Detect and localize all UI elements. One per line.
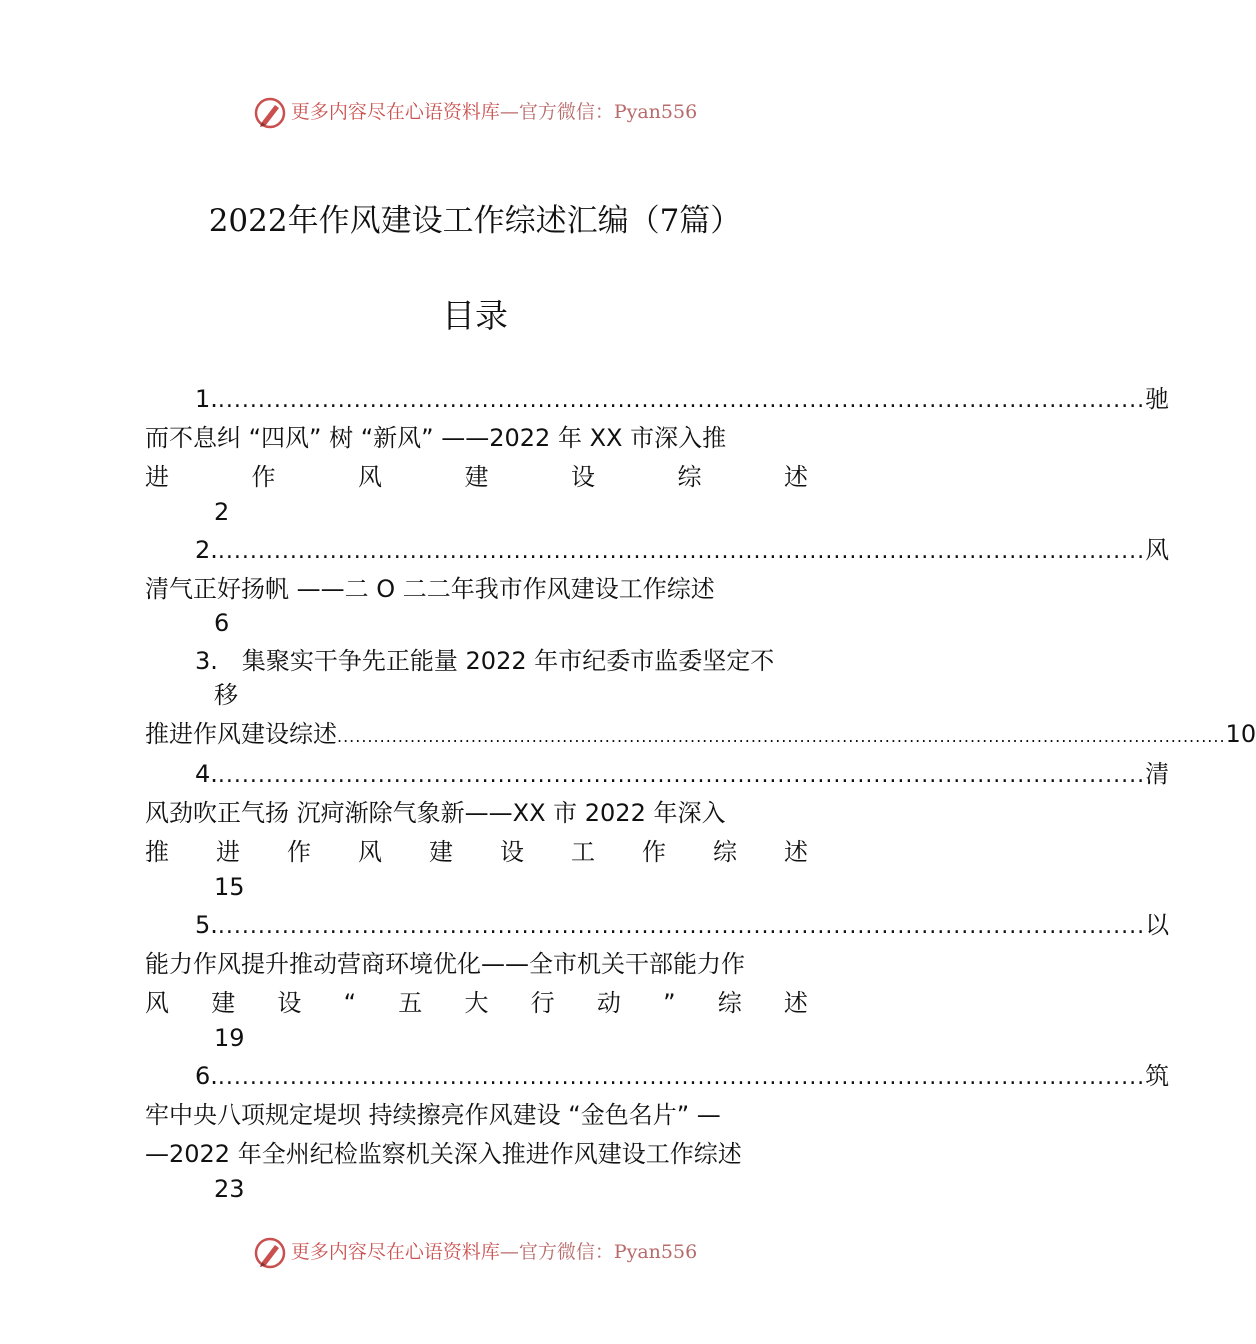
toc-page-number: 23 [214, 1175, 245, 1203]
toc-char: ” [663, 989, 676, 1017]
toc-entry-text: 驰 [1145, 385, 1170, 413]
toc-char: 五 [398, 989, 423, 1017]
banner-wechat: —官方微信：Pyan556 [499, 101, 698, 123]
document-title: 2022年作风建设工作综述汇编（7篇） [208, 203, 742, 239]
toc-char: 工 [571, 838, 595, 866]
banner-text: 更多内容尽在心语资料库 [290, 1241, 500, 1263]
toc-char: 风 [358, 838, 382, 866]
toc-entry-text: 3. 集聚实干争先正能量 2022 年市纪委市监委坚定不 [195, 647, 775, 675]
toc-entry-text: 能力作风提升推动营商环境优化——全市机关干部能力作 [145, 950, 745, 978]
toc-char: 行 [530, 989, 555, 1017]
toc-entry-spread-line [145, 837, 808, 867]
footer-banner [0, 1236, 950, 1270]
toc-char: 建 [211, 989, 236, 1017]
dot-leader: .................................................................................................................... [217, 388, 1146, 413]
toc-entry-spread-line [145, 988, 808, 1018]
toc-char: 大 [464, 989, 489, 1017]
toc-entry-text: 清 [1145, 760, 1170, 788]
pen-logo-icon [253, 96, 287, 130]
toc-heading: 目录 [442, 296, 508, 335]
toc-entry-text: —2022 年全州纪检监察机关深入推进作风建设工作综述 [145, 1140, 742, 1168]
toc-char: 述 [783, 989, 808, 1017]
toc-page-number: 19 [214, 1024, 245, 1052]
toc-char: 设 [500, 838, 524, 866]
toc-entry-3-leader [145, 719, 1256, 752]
toc-page-number: 6 [214, 609, 230, 637]
toc-char: 作 [251, 463, 276, 491]
dot-leader: .................................................................................................................................................. [337, 727, 1226, 746]
toc-entry-number: 2. [195, 536, 218, 564]
toc-page-number: 2 [214, 498, 230, 526]
toc-entry-number: 5. [195, 911, 218, 939]
toc-entry-text: 风劲吹正气扬 沉疴渐除气象新——XX 市 2022 年深入 [145, 799, 726, 827]
toc-char: 动 [596, 989, 621, 1017]
toc-char: 风 [358, 463, 382, 491]
toc-char: 综 [677, 463, 702, 491]
toc-char: 述 [784, 838, 808, 866]
toc-entry-text: 以 [1145, 911, 1170, 939]
toc-entry-2-leader [195, 535, 1170, 567]
dot-leader: .................................................................................................................... [217, 539, 1146, 564]
toc-entry-5-leader [195, 910, 1170, 942]
toc-char: 综 [717, 989, 742, 1017]
banner-text: 更多内容尽在心语资料库 [290, 101, 500, 123]
dot-leader: .................................................................................................................... [217, 763, 1146, 788]
toc-entry-1-leader [195, 384, 1170, 416]
dot-leader: .................................................................................................................... [217, 1065, 1146, 1090]
toc-char: 进 [216, 838, 240, 866]
header-banner [0, 96, 950, 130]
toc-entry-number: 4. [195, 760, 218, 788]
toc-entry-text: 推进作风建设综述 [145, 720, 337, 748]
toc-char: 设 [571, 463, 595, 491]
toc-entry-text: 牢中央八项规定堤坝 持续擦亮作风建设 “金色名片” — [145, 1101, 721, 1129]
toc-entry-text: 清气正好扬帆 ——二 O 二二年我市作风建设工作综述 [145, 575, 715, 603]
banner-wechat: —官方微信：Pyan556 [499, 1241, 698, 1263]
toc-entry-text: 风 [1145, 536, 1170, 564]
toc-entry-spread-line [145, 462, 808, 492]
toc-entry-text: 而不息纠 “四风” 树 “新风” ——2022 年 XX 市深入推 [145, 424, 727, 452]
toc-entry-number: 1. [195, 385, 218, 413]
toc-char: 建 [429, 838, 453, 866]
toc-char: 作 [287, 838, 311, 866]
toc-char: 作 [642, 838, 666, 866]
toc-char: 风 [145, 989, 169, 1017]
toc-entry-text: 移 [214, 681, 238, 709]
toc-entry-6-leader [195, 1061, 1170, 1093]
toc-char: “ [343, 989, 357, 1017]
dot-leader: .................................................................................................................... [217, 914, 1146, 939]
toc-entry-number: 6. [195, 1062, 218, 1090]
toc-char: 设 [277, 989, 302, 1017]
toc-char: 推 [145, 838, 169, 866]
toc-char: 进 [145, 463, 169, 491]
toc-char: 综 [713, 838, 737, 866]
toc-char: 建 [464, 463, 489, 491]
pen-logo-icon [253, 1236, 287, 1270]
toc-page-number: 15 [214, 873, 245, 901]
toc-entry-text: 筑 [1145, 1062, 1170, 1090]
toc-entry-4-leader [195, 759, 1170, 791]
toc-char: 述 [784, 463, 808, 491]
toc-page-number: 10 [1225, 720, 1256, 748]
